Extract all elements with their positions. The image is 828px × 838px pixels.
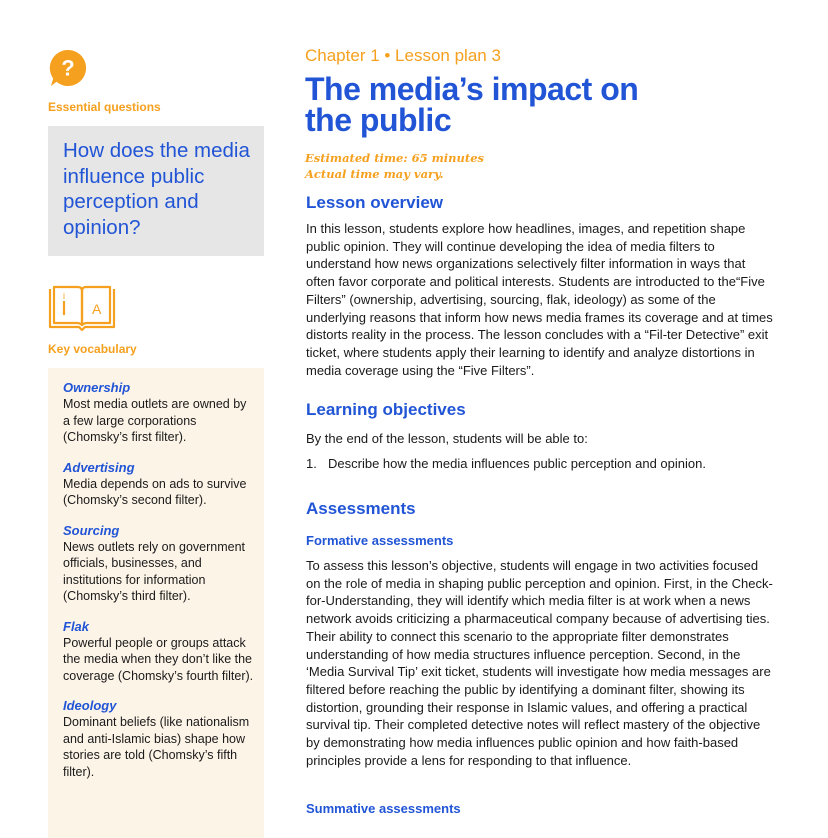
- list-item: [306, 455, 776, 473]
- lesson-overview-text: In this lesson, students explore how headlines, images, and repetition shape public opinion. They will continue developing the idea of media filters to understand how news organizations selectively filter information in ways that often favor corporate and political interests. Students are introducted to the“Five Filters” (ownership, advertising, sourcing, flak, ideology) as some of the underlying reasons that inform how news media frames its coverage and at times distorts reality in the process. The lesson concludes with a “Fil-ter Detective” exit ticket, where students apply their learning to identify and analyze distortions in media coverage using the “Five Filters”.: [306, 221, 773, 378]
- vocab-definition: Dominant beliefs (like nationalism and anti-Islamic bias) shape how stories are told (Chomsky’s fifth filter).: [63, 715, 250, 779]
- page-title: The media’s impact on the public: [305, 71, 639, 138]
- vocab-term: Ideology: [63, 698, 117, 713]
- book-icon-letter-i: i: [63, 291, 65, 301]
- chapter-label: Chapter 1 • Lesson plan 3: [305, 46, 501, 65]
- learning-objectives-heading: Learning objectives: [306, 400, 466, 419]
- svg-text:?: ?: [61, 55, 75, 81]
- vocab-item-flak: [63, 619, 254, 685]
- vocab-definition: Powerful people or groups attack the media when they don’t like the coverage (Chomsky’s fourth filter).: [63, 635, 254, 683]
- vocab-term: Advertising: [63, 459, 135, 475]
- vocab-definition: Media depends on ads to survive (Chomsky’s second filter).: [63, 476, 247, 507]
- essential-question-box: [48, 126, 264, 256]
- vocab-item-ownership: [63, 380, 254, 446]
- formative-assessments-heading: Formative assessments: [306, 533, 454, 548]
- book-icon-letter-a: A: [92, 301, 102, 317]
- formative-assessments-text: To assess this lesson’s objective, students will engage in two activities focused on the role of media in shaping public perception and opinion. First, in the Check-for-Understanding, they will identify which media filter is at work when a news network avoids criticizing a pharmaceutical company because of advertising ties. Their ability to connect this scenario to the appropriate filter demonstrates understanding of how media structures influence perception. Second, in the ‘Media Survival Tip’ exit ticket, students will investigate how media messages are filtered before reaching the public by identifying a dominant filter, showing its distortion, grounding their response in Islamic values, and offering a practical survival tip. Their completed detective notes will reflect mastery of the objective by demonstrating how media influences public opinion and how faith-based principles provide a lens for responding to that influence.: [306, 558, 773, 768]
- essential-question: How does the media influence public perception and opinion?: [63, 139, 250, 239]
- vocabulary-list: [48, 368, 264, 838]
- summative-assessments-heading: Summative assessments: [306, 801, 461, 816]
- essential-questions-label: Essential questions: [48, 100, 161, 114]
- learning-objectives-intro: By the end of the lesson, students will be able to:: [306, 431, 588, 446]
- vocab-term: Ownership: [63, 380, 131, 395]
- objectives-list: [306, 455, 776, 473]
- book-icon: [48, 285, 116, 331]
- lesson-overview-heading: Lesson overview: [306, 193, 444, 212]
- estimated-time: Estimated time: 65 minutes: [305, 151, 484, 165]
- question-icon: [48, 48, 88, 88]
- key-vocabulary-label: Key vocabulary: [48, 342, 137, 356]
- objective-text: Describe how the media influences public perception and opinion.: [328, 456, 706, 471]
- vocab-item-sourcing: [63, 523, 254, 605]
- vocab-item-ideology: [63, 698, 254, 780]
- vocab-item-advertising: [63, 460, 254, 509]
- objective-number: 1.: [306, 456, 317, 471]
- vocab-definition: Most media outlets are owned by a few large corporations (Chomsky’s first filter).: [63, 397, 247, 444]
- actual-time-note: Actual time may vary.: [305, 167, 444, 181]
- vocab-term: Sourcing: [63, 522, 120, 538]
- vocab-term: Flak: [63, 618, 90, 634]
- assessments-heading: Assessments: [306, 499, 416, 518]
- vocab-definition: News outlets rely on government officials, businesses, and institutions for information (Chomsky’s third filter).: [63, 539, 246, 603]
- time-estimate: [305, 150, 484, 182]
